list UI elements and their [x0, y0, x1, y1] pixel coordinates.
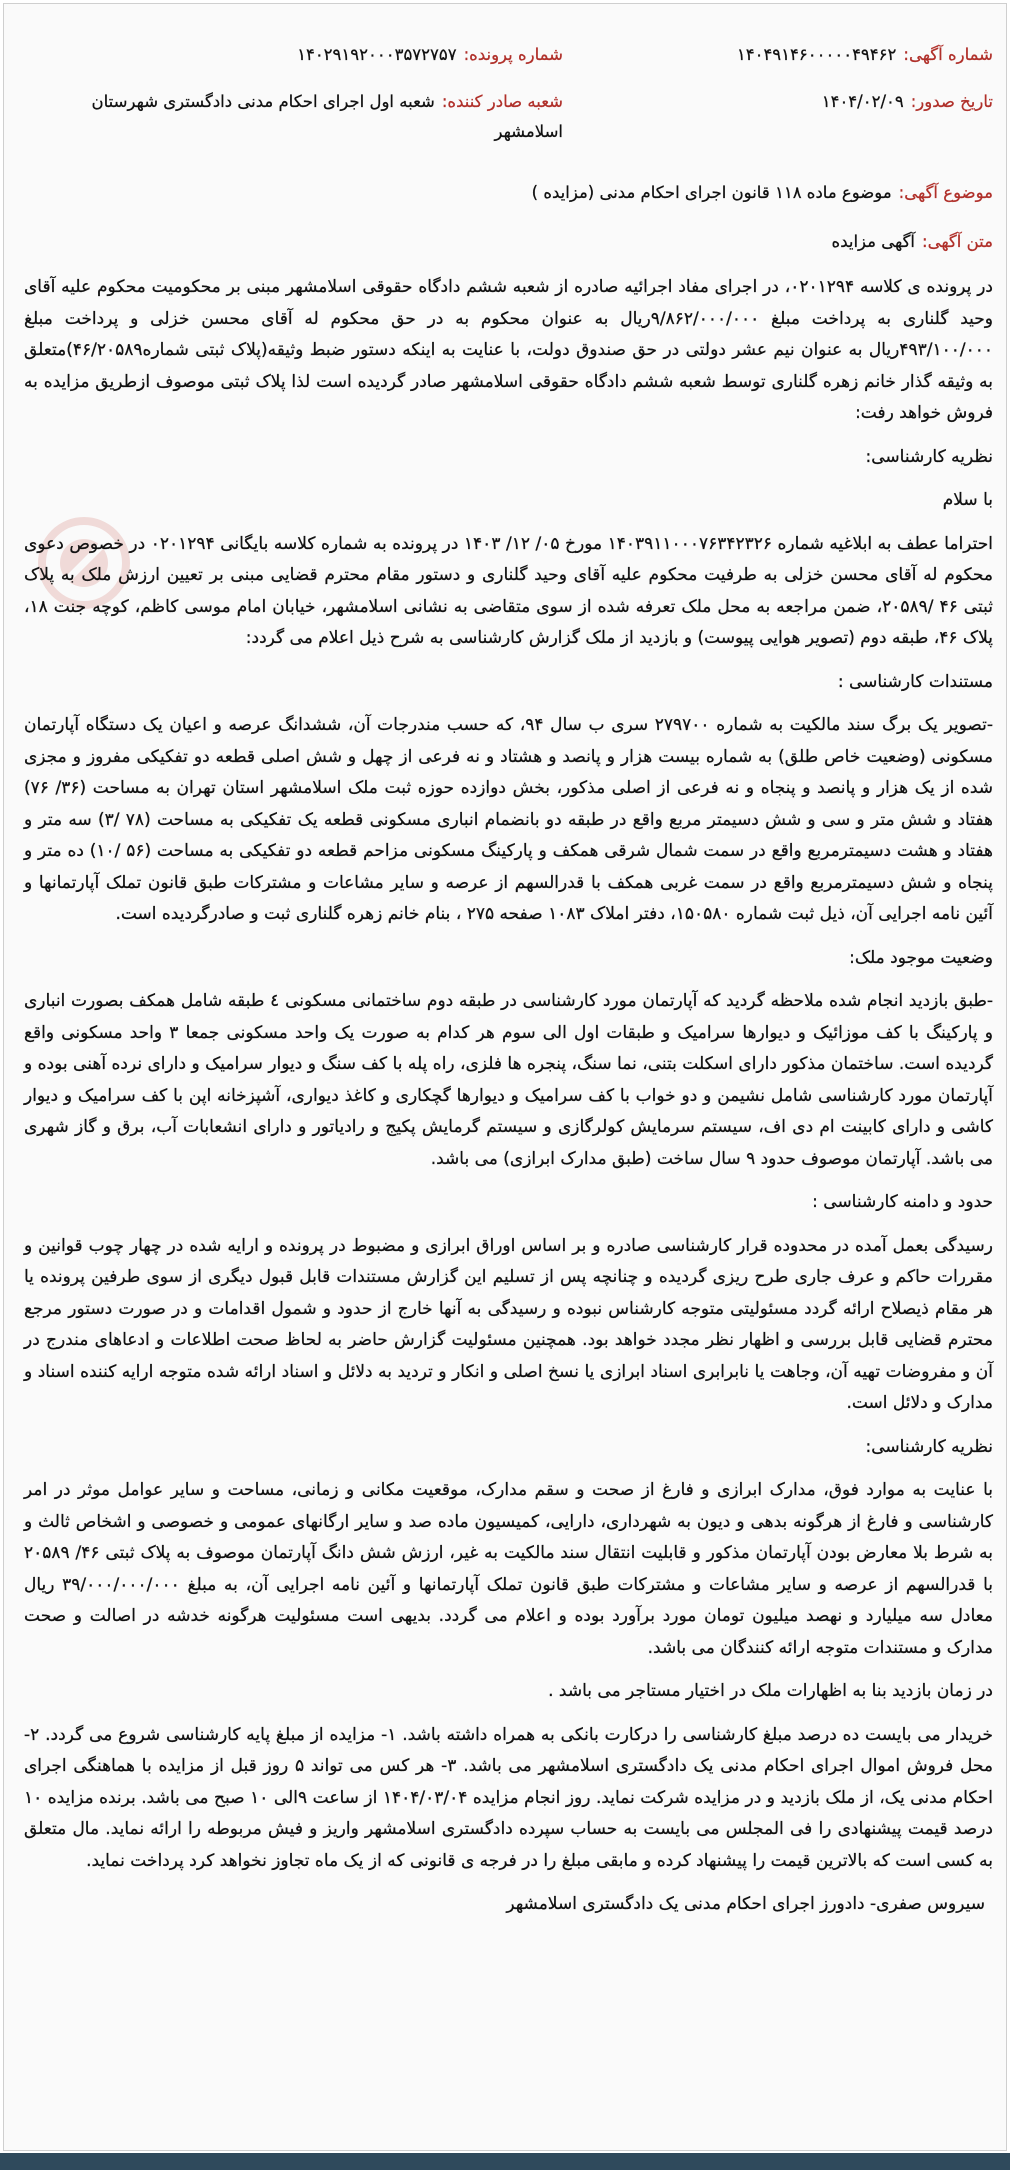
notice-body — [24, 272, 993, 1921]
issuing-branch-field — [24, 87, 563, 147]
notice-content — [24, 0, 993, 1921]
opinion-heading: نظریه کارشناسی: — [865, 1436, 993, 1457]
header-row-4 — [24, 227, 993, 257]
signature: سیروس صفری- دادورز اجرای احکام مدنی یک دادگستری اسلامشهر — [506, 1894, 985, 1914]
notice-number-label: شماره آگهی: — [903, 45, 993, 64]
subject-field — [24, 178, 993, 208]
expert-intro-paragraph: احتراما عطف به ابلاغیه شماره ۱۴۰۳۹۱۱۰۰۰۷۶۳۴۲۳۲۶ مورخ ۰۵/ ۱۲/ ۱۴۰۳ در پرونده به شماره کلاسه بایگانی ۰۲۰۱۲۹۴ در خصوص دعوی محکوم له آقای محسن خزلی به طرفیت محکوم علیه آقای وحید گلناری و دستور مقام محترم قضایی مبنی بر تعیین ارزش ملک به پلاک ثبتی ۴۶ /۲۰۵۸۹، ضمن مراجعه به محل ملک تعرفه شده از سوی متقاضی به نشانی اسلامشهر، خیابان امام موسی کاظم، کوچه جنت ۱۸، پلاک ۴۶، طبقه دوم (تصویر هوایی پیوست) و بازدید از ملک گزارش کارشناسی به شرح ذیل اعلام می گردد: — [24, 533, 993, 648]
issuing-branch-label: شعبه صادر کننده: — [441, 92, 563, 111]
issue-date-field — [563, 87, 993, 117]
subject-value: موضوع ماده ۱۱۸ قانون اجرای احکام مدنی (مزایده ) — [531, 183, 892, 202]
notice-header — [24, 0, 993, 257]
condition-heading: وضعیت موجود ملک: — [849, 947, 993, 968]
documents-heading: مستندات کارشناسی : — [837, 671, 993, 692]
auction-terms-paragraph: خریدار می بایست ده درصد مبلغ کارشناسی را درکارت بانکی به همراه داشته باشد. ۱- مزایده از مبلغ پایه کارشناسی شروع می گردد. ۲- محل فروش اموال اجرای احکام مدنی یک دادگستری اسلامشهر می باشد. ۳- هر کس می تواند ۵ روز قبل از مزایده با هماهنگی اجرای احکام مدنی یک، از ملک بازدید و در مزایده شرکت نماید. روز انجام مزایده ۱۴۰۴/۰۳/۰۴ از ساعت ۹الی ۱۰ صبح می باشد. برنده مزایده ۱۰ درصد قیمت پیشنهادی را فی المجلس می بایست به حساب سپرده دادگستری اسلامشهر واریز و فیش مربوطه را ارائه نماید. مال متعلق به کسی است که بالاترین قیمت را پیشنهاد کرده و مابقی مبلغ را در فرجه ی قانونی که از یک ماه تجاوز نخواهد کرد پرداخت نماید. — [24, 1724, 994, 1871]
subject-label: موضوع آگهی: — [898, 183, 993, 202]
opinion-paragraph: با عنایت به موارد فوق، مدارک ابرازی و فارغ از صحت و سقم مدارک، موقعیت مکانی و زمانی، مساحت و سایر عوامل موثر در امر کارشناسی و فارغ از هرگونه بدهی و دیون به شهرداری، دارایی، کمیسیون ماده صد و سایر ارگانهای عمومی و خصوصی و اشخاص ثالث و به شرط بلا معارض بودن آپارتمان مذکور و قابلیت انتقال سند مالکیت به غیر، ارزش شش دانگ آپارتمان موصوف به پلاک ثبتی ۴۶/ ۲۰۵۸۹ با قدرالسهم از عرصه و سایر مشاعات و مشترکات طبق قانون تملک آپارتمانها و آئین نامه اجرایی آن، به مبلغ ۳۹/۰۰۰/۰۰۰/۰۰۰ ریال معادل سه میلیارد و نهصد میلیون تومان مورد برآورد بوده و اعلام می گردد. بدیهی است مسئولیت هرگونه خدشه در اصالت و صحت مدارک و مستندات متوجه ارائه کنندگان می باشد. — [24, 1480, 993, 1658]
scope-paragraph: رسیدگی بعمل آمده در محدوده قرار کارشناسی صادره و بر اساس اوراق ابرازی و مضبوط در پرونده و ارایه شده در چهار چوب قوانین و مقررات حاکم و عرف جاری طرح ریزی گردیده و چنانچه پس از تسلیم این گزارش مستندات قابل قبول دیگری از سوی طرفین پرونده یا هر مقام ذیصلاح ارائه گردد مسئولیتی متوجه کارشناس نبوده و رسیدگی به آنها خارج از حدود و شمول اقدامات و در صورت دستور مرجع محترم قضایی قابل بررسی و اظهار نظر مجدد خواهد بود. همچنین مسئولیت گزارش حاضر به لحاظ صحت اطلاعات و ادعاهای مندرج در آن و مفروضات تهیه آن، وجاهت یا نابرابری اسناد ابرازی یا نسخ اصلی و انکار و تردید به دلائل و اسناد ارائه شده متوجه ارایه کننده اسناد و مدارک و دلائل است. — [24, 1235, 993, 1413]
body-title-label: متن آگهی: — [922, 232, 993, 251]
greeting: با سلام — [942, 490, 993, 510]
condition-paragraph: -طبق بازدید انجام شده ملاحظه گردید که آپارتمان مورد کارشناسی در طبقه دوم ساختمانی مسکونی ٤ طبقه شامل همکف بصورت انباری و پارکینگ با کف موزائیک و دیوارها سرامیک و طبقات اول الی سوم هر کدام به صورت یک واحد مسکونی جمعا ۳ واحد مسکونی واقع گردیده است. ساختمان مذکور دارای اسکلت بتنی، نما سنگ، پنجره ها فلزی، راه پله با کف سنگ و دیوار سرامیک و دارای نرده آهنی بوده و آپارتمان مورد کارشناسی شامل نشیمن و دو خواب با کف سرامیک و دیوارها گچکاری و کاغذ دیواری، آشپزخانه اپن با کف سرامیک و دیوار کاشی و دارای کابینت ام دی اف، سیستم سرمایش کولرگازی و سیستم گرمایش پکیج و رادیاتور و دارای انشعابات آب، برق و گاز شهری می باشد. آپارتمان موصوف حدود ۹ سال ساخت (طبق مدارک ابرازی) می باشد. — [24, 991, 994, 1169]
case-number-field — [24, 40, 563, 70]
case-number-label: شماره پرونده: — [463, 45, 563, 64]
issuing-branch-value: شعبه اول اجرای احکام مدنی دادگستری شهرستان اسلامشهر — [91, 92, 563, 141]
body-title-field — [24, 227, 993, 257]
intro-paragraph: در پرونده ی کلاسه ۰۲۰۱۲۹۴، در اجرای مفاد اجرائیه صادره از شعبه ششم دادگاه حقوقی اسلامشهر مبنی بر محکومیت محکوم علیه آقای وحید گلناری به پرداخت مبلغ ۹/۸۶۲/۰۰۰/۰۰۰ریال به عنوان محکوم به در حق محکوم له آقای محسن خزلی و پرداخت مبلغ ۴۹۳/۱۰۰/۰۰۰ریال به عنوان نیم عشر دولتی در حق صندوق دولت، با عنایت به اینکه دستور ضبط وثیقه(پلاک ثبتی شماره۴۶/۲۰۵۸۹)متعلق به وثیقه گذار خانم زهره گلناری توسط شعبه ششم دادگاه حقوقی اسلامشهر صادر گردیده است لذا پلاک ثبتی موصوف ازطریق مزایده به فروش خواهد رفت: — [24, 277, 994, 423]
documents-paragraph: -تصویر یک برگ سند مالکیت به شماره ۲۷۹۷۰۰ سری ب سال ۹۴، که حسب مندرجات آن، ششدانگ عرصه و اعیان یک دستگاه آپارتمان مسکونی (وضعیت خاص طلق) به شماره بیست هزار و پانصد و هشتاد و نه فرعی از چهل و شش اصلی قطعه دو تفکیکی مفروز و مجزی شده از یک هزار و پانصد و پنجاه و نه فرعی از اصلی مذکور، بخش دوازده حوزه ثبت ملک اسلامشهر استان تهران به مساحت (۳۶/ ۷۶) هفتاد و شش متر و سی و شش دسیمتر مربع واقع در طبقه دو بانضمام انباری مسکونی قطعه یک تفکیکی به مساحت (۷۸ /۳) سه متر و هفتاد و هشت دسیمترمربع واقع در سمت شمال شرقی همکف و پارکینگ مسکونی مزاحم قطعه دو تفکیکی به مساحت (۵۶ /۱۰) ده متر و پنجاه و شش دسیمترمربع واقع در سمت غربی همکف با قدرالسهم از عرصه و سایر مشاعات و مشترکات طبق قانون تملک آپارتمانها و آئین نامه اجرایی آن، ذیل ثبت شماره ۱۵۰۵۸۰، دفتر املاک ۱۰۸۳ صفحه ۲۷۵ ، بنام خانم زهره گلناری ثبت و صادرگردیده است. — [24, 715, 994, 924]
occupancy-note: در زمان بازدید بنا به اظهارات ملک در اختیار مستاجر می باشد . — [548, 1681, 993, 1701]
issue-date-value: ۱۴۰۴/۰۲/۰۹ — [821, 92, 904, 111]
header-row-1 — [24, 40, 993, 70]
notice-number-value: ۱۴۰۴۹۱۴۶۰۰۰۰۰۴۹۴۶۲ — [736, 45, 897, 64]
case-number-value: ۱۴۰۲۹۱۹۲۰۰۰۳۵۷۲۷۵۷ — [297, 45, 457, 64]
body-title-value: آگهی مزایده — [831, 232, 916, 251]
header-row-2 — [24, 87, 993, 147]
header-row-3 — [24, 178, 993, 208]
expert-heading: نظریه کارشناسی: — [865, 446, 993, 467]
issue-date-label: تاریخ صدور: — [910, 92, 993, 111]
bottom-bar — [0, 2153, 1010, 2170]
scope-heading: حدود و دامنه کارشناسی : — [812, 1192, 993, 1212]
notice-number-field — [563, 40, 993, 70]
